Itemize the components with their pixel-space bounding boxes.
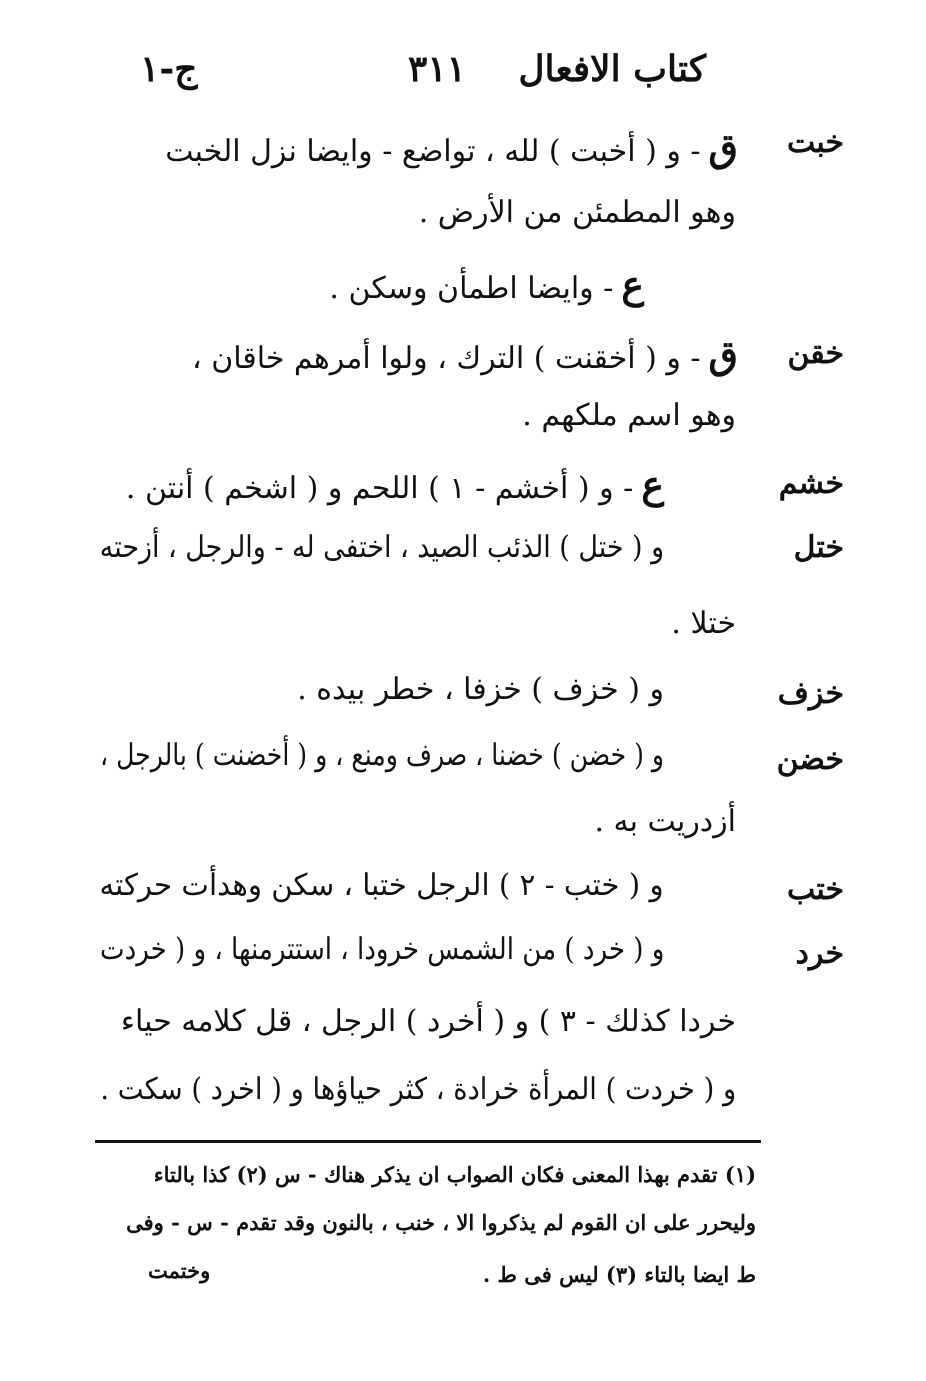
conjugation-marker: ع — [621, 262, 644, 307]
entry-text: - و ( أخبت ) لله ، تواضع - وايضا نزل الخبت — [165, 134, 701, 169]
entry-line: أزدريت به . — [594, 804, 736, 839]
footnote-line: (١) تقدم بهذا المعنى فكان الصواب ان يذكر هناك - س (٢) كذا بالتاء — [153, 1162, 756, 1187]
entry-line: و ( ختب - ٢ ) الرجل ختبا ، سكن وهدأت حركته — [99, 868, 664, 903]
entry-text: - و ( أخقنت ) الترك ، ولوا أمرهم خاقان ، — [191, 341, 701, 376]
entry-line — [192, 332, 738, 377]
entry-line: وهو اسم ملكهم . — [522, 398, 736, 433]
conjugation-marker: ق — [708, 332, 738, 377]
entry-root: ختب — [786, 872, 844, 907]
running-header — [120, 48, 706, 108]
entry-line: و ( خرد ) من الشمس خرودا ، استترمنها ، و ( خردت — [99, 932, 664, 967]
entry-line — [329, 262, 644, 307]
catchword: وختمت — [148, 1258, 211, 1283]
entry-root: ختل — [793, 530, 844, 565]
entry-line — [165, 125, 738, 170]
entry-root: خبت — [786, 125, 844, 160]
entry-line — [126, 462, 664, 507]
entry-text: - وايضا اطمأن وسكن . — [329, 271, 614, 306]
page-number: ٣١١ — [407, 48, 466, 90]
entry-root: خقن — [787, 336, 844, 371]
entry-root: خشم — [778, 466, 844, 501]
volume-number: ج-١ — [140, 48, 198, 90]
entry-line: وهو المطمئن من الأرض . — [418, 195, 736, 230]
entry-root: خضن — [776, 742, 844, 777]
entry-root: خرد — [795, 936, 844, 971]
entry-line: ختلا . — [671, 606, 736, 641]
entry-line: و ( خردت ) المرأة خرادة ، كثر حياؤها و ( اخرد ) سكت . — [100, 1072, 736, 1107]
footnote-divider — [95, 1140, 761, 1143]
footnote-line: وليحرر على ان القوم لم يذكروا الا ، خنب ، بالنون وقد تقدم - س - وفى — [126, 1210, 756, 1235]
entry-line: و ( خزف ) خزفا ، خطر بيده . — [297, 672, 664, 707]
conjugation-marker: ع — [641, 462, 664, 507]
footnote-line: ط ايضا بالتاء (٣) ليس فى ط . — [482, 1262, 756, 1287]
book-title: كتاب الافعال — [518, 48, 706, 90]
conjugation-marker: ق — [708, 125, 738, 170]
entry-line: و ( ختل ) الذئب الصيد ، اختفى له - والرجل ، أزحته — [99, 530, 664, 565]
entry-root: خزف — [777, 676, 844, 711]
entry-line: خردا كذلك - ٣ ) و ( أخرد ) الرجل ، قل كلامه حياء — [120, 1004, 736, 1039]
entry-text: - و ( أخشم - ١ ) اللحم و ( اشخم ) أنتن . — [125, 471, 634, 506]
entry-line: و ( خضن ) خضنا ، صرف ومنع ، و ( أخضنت ) بالرجل ، — [99, 738, 664, 773]
